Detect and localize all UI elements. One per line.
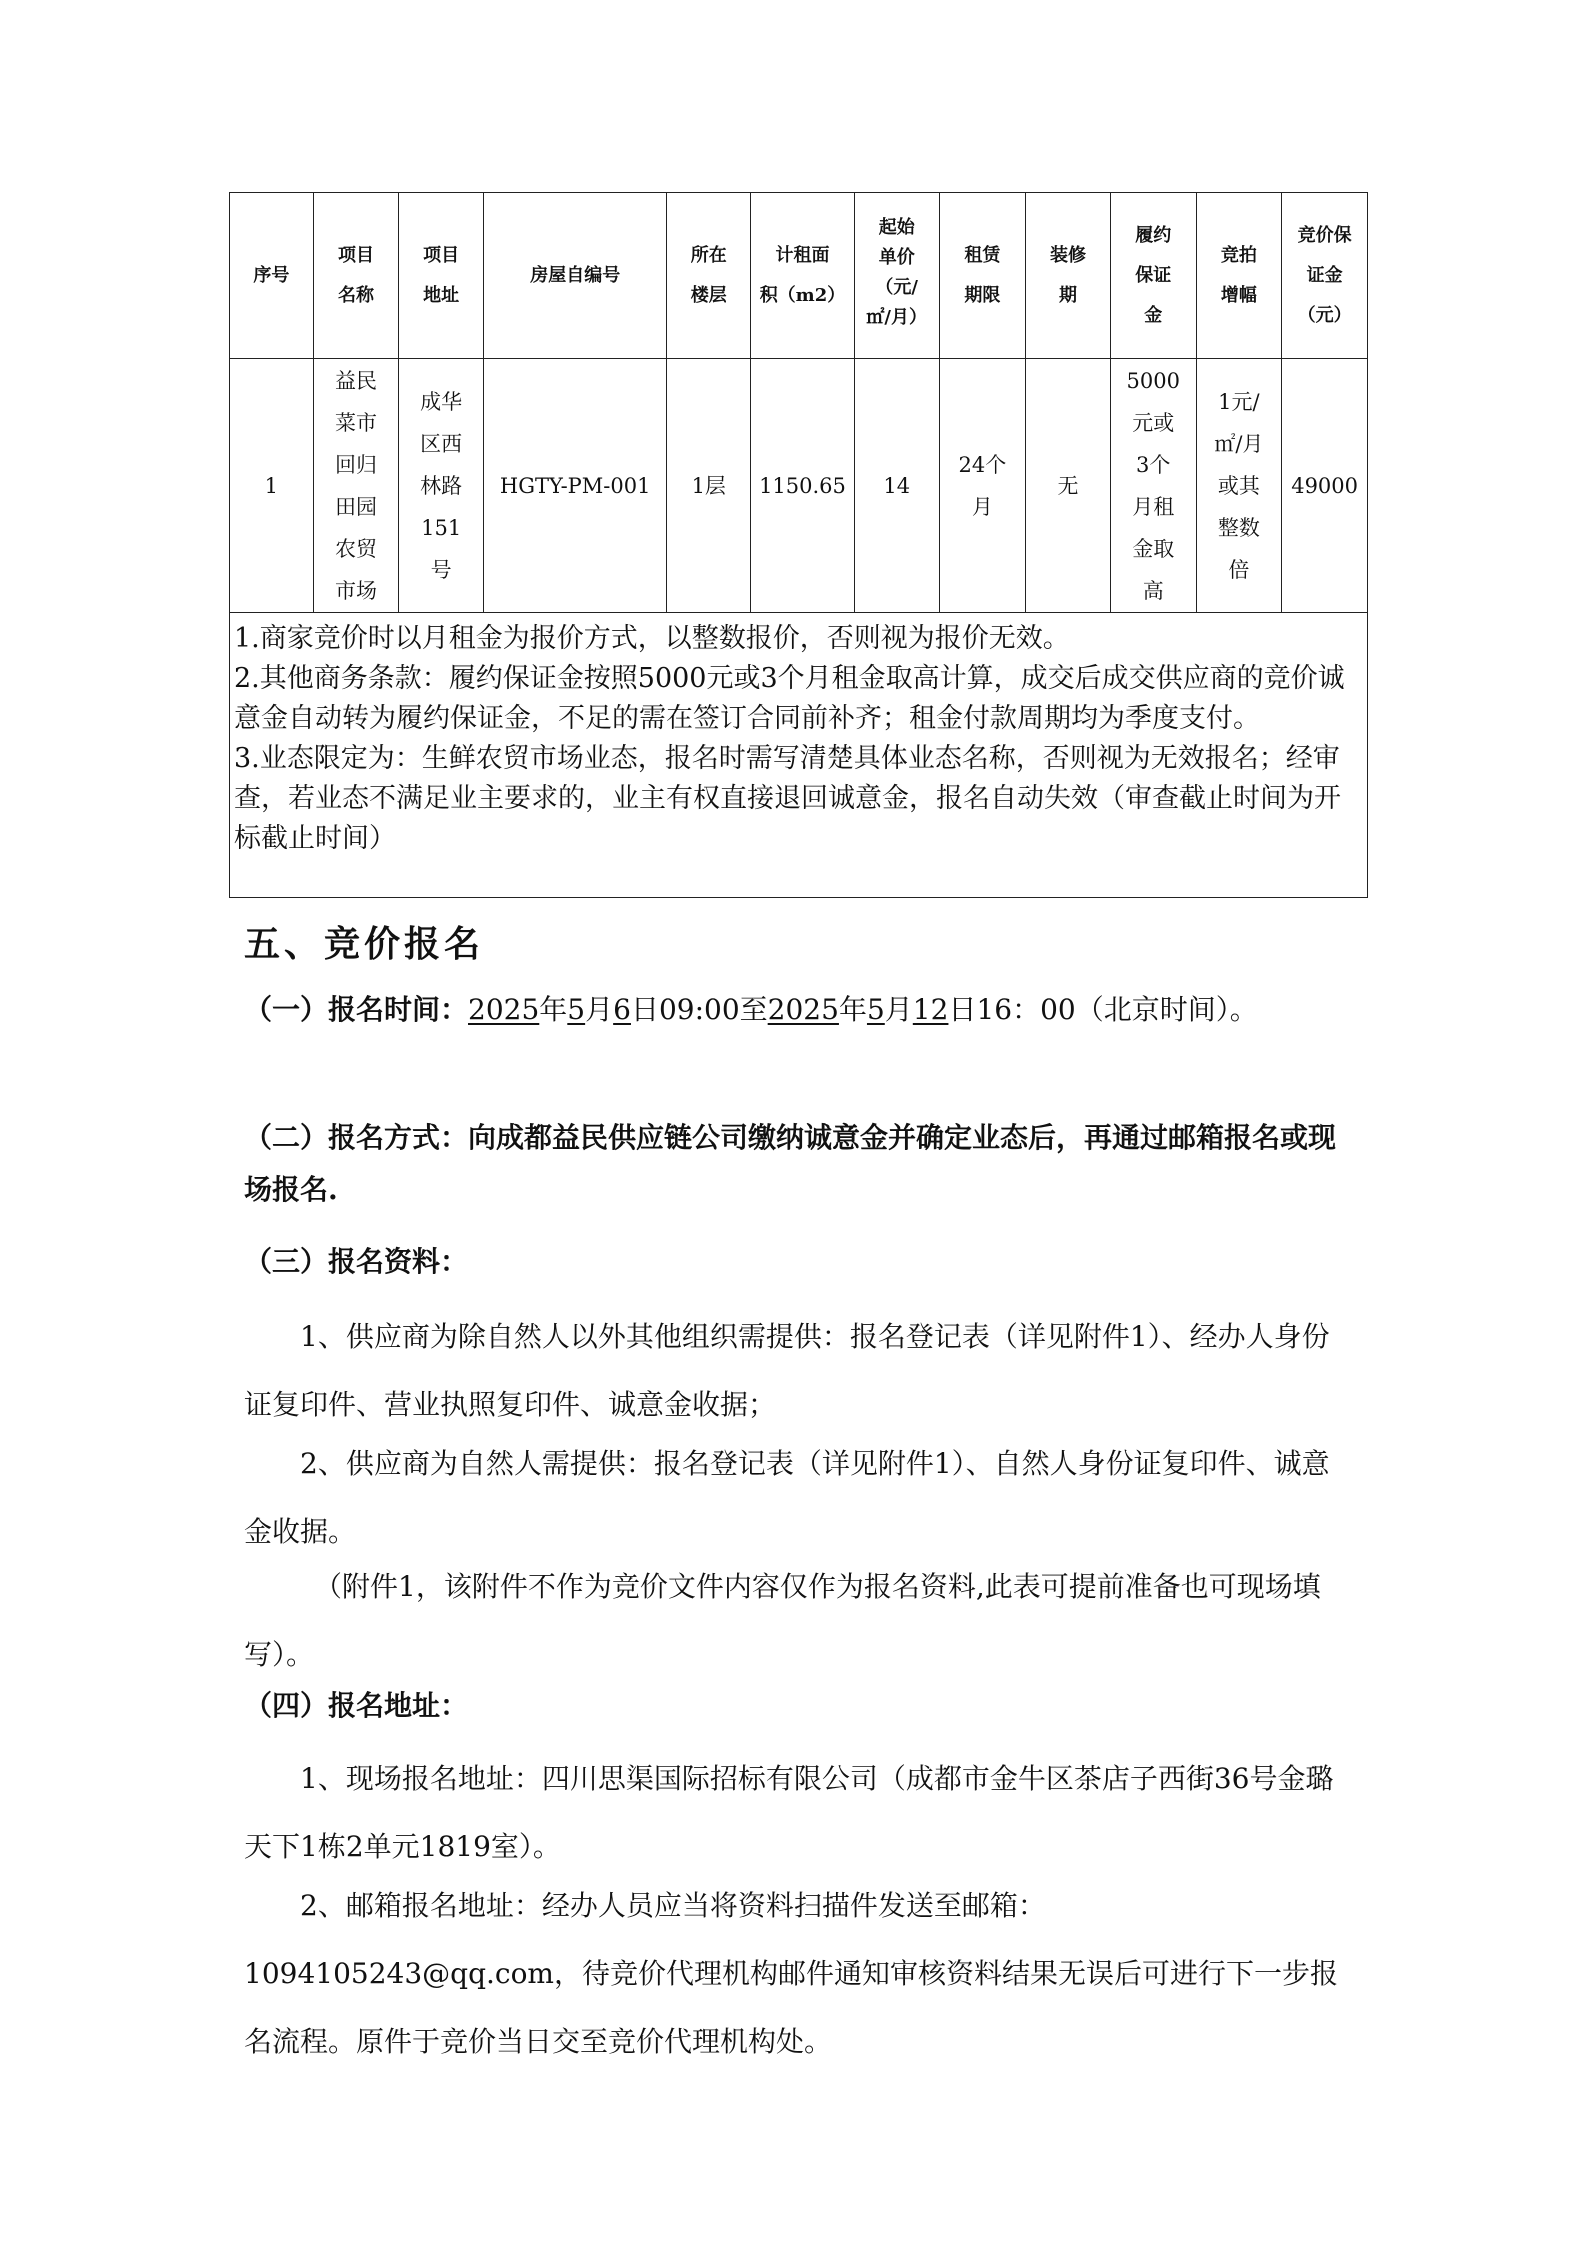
header-cell: 计租面 积（m2） bbox=[751, 193, 855, 359]
header-cell: 房屋自编号 bbox=[483, 193, 666, 359]
registration-method: （二）报名方式：向成都益民供应链公司缴纳诚意金并确定业态后，再通过邮箱报名或现场报名. bbox=[244, 1121, 1337, 1206]
table-row bbox=[230, 359, 1368, 613]
materials-item: 2、供应商为自然人需提供：报名登记表（详见附件1）、自然人身份证复印件、诚意金收据。 bbox=[244, 1447, 1330, 1548]
address-title: （四）报名地址： bbox=[244, 1689, 469, 1722]
header-cell: 履约 保证 金 bbox=[1110, 193, 1196, 359]
address-item: 2、邮箱报名地址：经办人员应当将资料扫描件发送至邮箱：1094105243@qq.com，待竞价代理机构邮件通知审核资料结果无误后可进行下一步报名流程。原件于竞价当日交至竞价代理机构处。 bbox=[244, 1889, 1338, 2058]
table-cell: 1 bbox=[230, 359, 314, 613]
table-cell: 49000 bbox=[1282, 359, 1368, 613]
header-cell: 竞价保 证金 （元） bbox=[1282, 193, 1368, 359]
header-cell: 装修 期 bbox=[1026, 193, 1111, 359]
note-item: 3.业态限定为：生鲜农贸市场业态，报名时需写清楚具体业态名称，否则视为无效报名；经审查，若业态不满足业主要求的，业主有权直接退回诚意金，报名自动失效（审查截止时间为开标截止时间） bbox=[234, 743, 1341, 854]
section-title: 五、竞价报名 bbox=[244, 923, 485, 965]
table-cell: 1层 bbox=[667, 359, 751, 613]
bidding-table bbox=[229, 192, 1368, 898]
header-cell: 租赁 期限 bbox=[939, 193, 1026, 359]
table-notes-cell bbox=[230, 613, 1368, 898]
note-item: 1.商家竞价时以月租金为报价方式，以整数报价，否则视为报价无效。 bbox=[234, 623, 1070, 654]
materials-note: （附件1，该附件不作为竞价文件内容仅作为报名资料,此表可提前准备也可现场填写）。 bbox=[244, 1570, 1321, 1671]
table-cell: 成华 区西 林路 151 号 bbox=[399, 359, 484, 613]
materials-item: 1、供应商为除自然人以外其他组织需提供：报名登记表（详见附件1）、经办人身份证复印件、营业执照复印件、诚意金收据； bbox=[244, 1320, 1330, 1421]
table-cell: 24个 月 bbox=[939, 359, 1026, 613]
note-item: 2.其他商务条款：履约保证金按照5000元或3个月租金取高计算，成交后成交供应商的竞价诚意金自动转为履约保证金，不足的需在签订合同前补齐；租金付款周期均为季度支付。 bbox=[234, 663, 1345, 734]
table-header-row bbox=[230, 193, 1368, 359]
table-cell: 5000 元或 3个 月租 金取 高 bbox=[1110, 359, 1196, 613]
table-cell: 1150.65 bbox=[751, 359, 855, 613]
header-cell: 起始 单价 （元/ ㎡/月） bbox=[854, 193, 939, 359]
header-cell: 所在 楼层 bbox=[667, 193, 751, 359]
table-cell: 无 bbox=[1026, 359, 1111, 613]
table-notes-row bbox=[230, 613, 1368, 898]
table-cell: 1元/ ㎡/月 或其 整数 倍 bbox=[1196, 359, 1282, 613]
address-item: 1、现场报名地址：四川思渠国际招标有限公司（成都市金牛区茶店子西街36号金璐天下1栋2单元1819室）。 bbox=[244, 1762, 1334, 1863]
materials-title: （三）报名资料： bbox=[244, 1245, 469, 1278]
header-cell: 项目 名称 bbox=[313, 193, 399, 359]
table-cell: 益民 菜市 回归 田园 农贸 市场 bbox=[313, 359, 399, 613]
header-cell: 竞拍 增幅 bbox=[1196, 193, 1282, 359]
table-cell: 14 bbox=[854, 359, 939, 613]
table-cell: HGTY-PM-001 bbox=[483, 359, 666, 613]
header-cell: 序号 bbox=[230, 193, 314, 359]
header-cell: 项目 地址 bbox=[399, 193, 484, 359]
registration-time: （一）报名时间：2025年5月6日09:00至2025年5月12日16：00（北京时间）。 bbox=[244, 993, 1258, 1026]
